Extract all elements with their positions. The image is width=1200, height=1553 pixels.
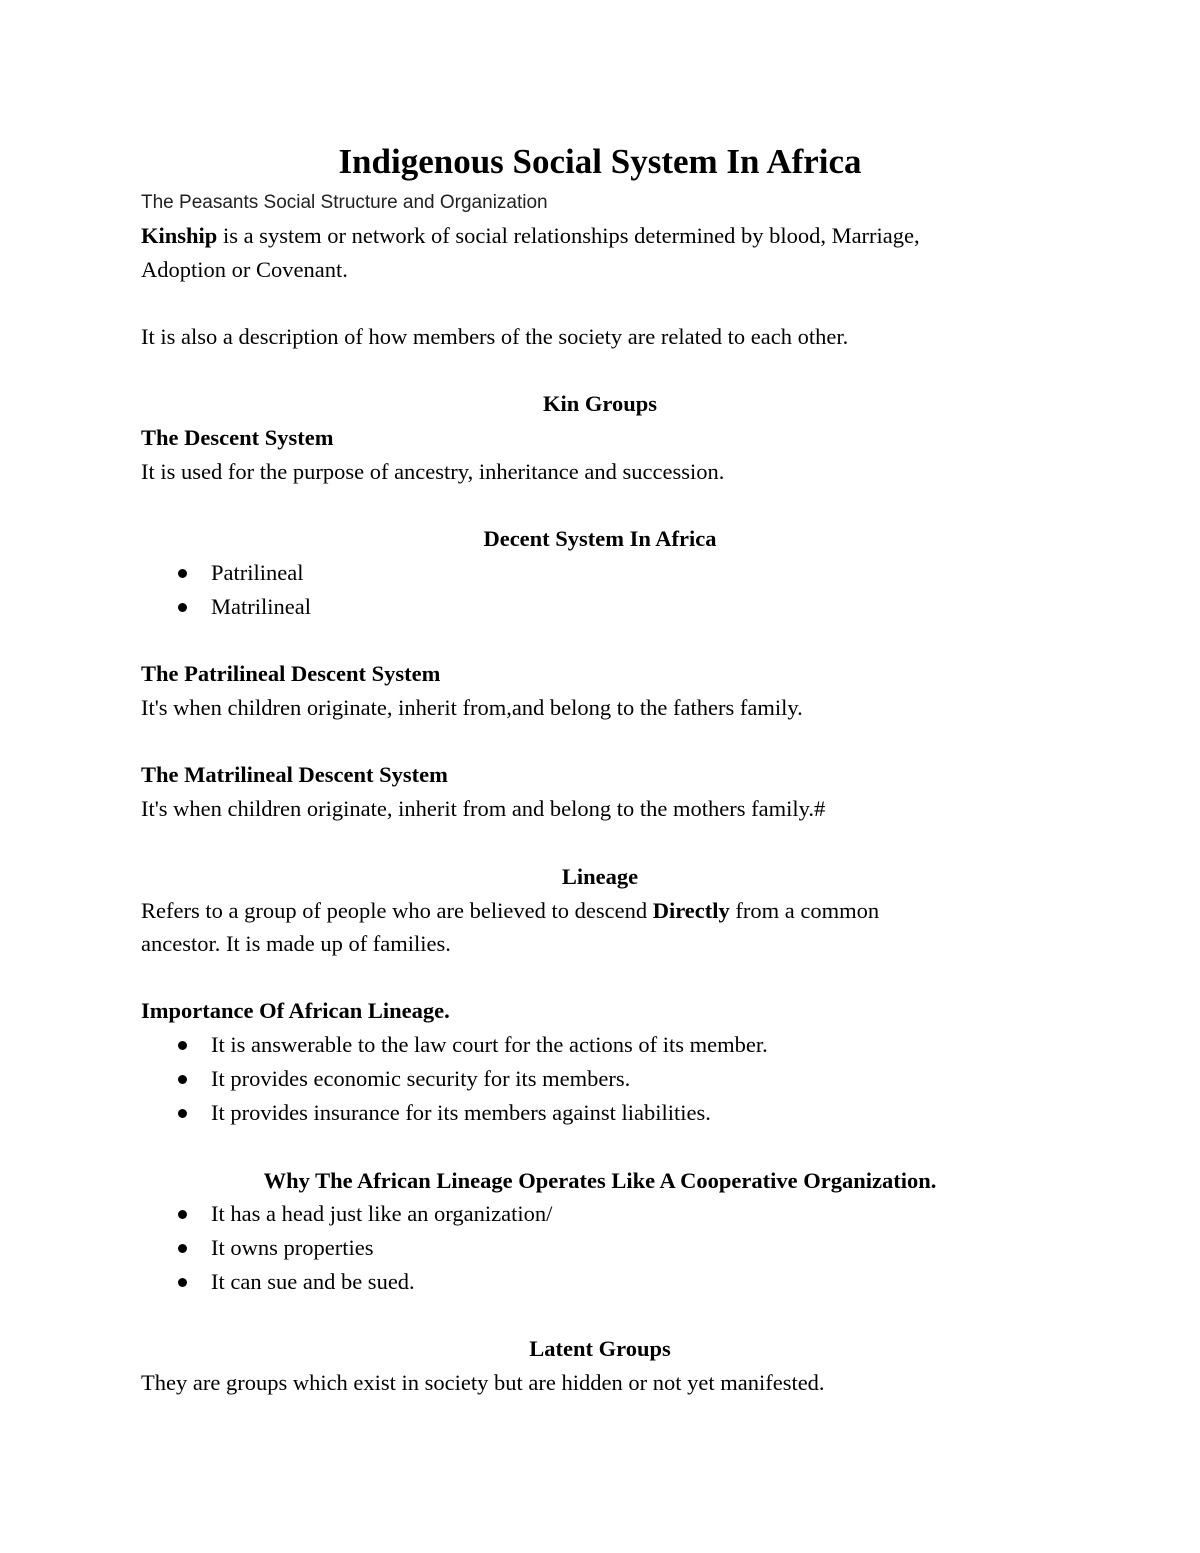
list-item: It is answerable to the law court for the actions of its member. <box>211 1032 768 1057</box>
bullet-icon <box>178 1244 187 1253</box>
kinship-description: It is also a description of how members of the society are related to each other. <box>141 324 849 349</box>
latent-groups-heading: Latent Groups <box>529 1336 671 1361</box>
bullet-icon <box>178 1210 187 1219</box>
lineage-text-line1 <box>141 896 879 926</box>
bullet-icon <box>178 603 187 612</box>
patrilineal-heading: The Patrilineal Descent System <box>141 661 441 686</box>
kinship-definition-text: is a system or network of social relationships determined by blood, Marriage, <box>217 223 920 248</box>
list-item: Patrilineal <box>211 560 304 585</box>
lineage-heading: Lineage <box>561 864 639 889</box>
bullet-icon <box>178 1278 187 1287</box>
bullet-icon <box>178 1041 187 1050</box>
cooperative-heading: Why The African Lineage Operates Like A Cooperative Organization. <box>263 1168 937 1193</box>
matrilineal-heading: The Matrilineal Descent System <box>141 762 448 787</box>
patrilineal-text: It's when children originate, inherit from,and belong to the fathers family. <box>141 695 803 720</box>
kinship-definition-line2: Adoption or Covenant. <box>141 257 348 282</box>
lineage-text-line2: ancestor. It is made up of families. <box>141 931 451 956</box>
kin-groups-heading: Kin Groups <box>542 391 657 416</box>
list-item: It owns properties <box>211 1235 374 1260</box>
bullet-icon <box>178 569 187 578</box>
kinship-term: Kinship <box>141 223 218 248</box>
document-title: Indigenous Social System In Africa <box>338 142 862 181</box>
decent-system-heading: Decent System In Africa <box>483 526 717 551</box>
list-item: It has a head just like an organization/ <box>211 1201 553 1226</box>
list-item: It can sue and be sued. <box>211 1269 415 1294</box>
descent-system-heading: The Descent System <box>141 425 334 450</box>
lineage-text-bold: Directly <box>652 898 730 923</box>
list-item: Matrilineal <box>211 594 311 619</box>
latent-groups-text: They are groups which exist in society but are hidden or not yet manifested. <box>141 1370 825 1395</box>
list-item: It provides economic security for its members. <box>211 1066 631 1091</box>
bullet-icon <box>178 1109 187 1118</box>
importance-heading: Importance Of African Lineage. <box>141 998 450 1023</box>
kinship-definition-line1 <box>141 221 920 251</box>
descent-system-text: It is used for the purpose of ancestry, inheritance and succession. <box>141 459 725 484</box>
document-subtitle: The Peasants Social Structure and Organization <box>141 192 548 213</box>
matrilineal-text: It's when children originate, inherit from and belong to the mothers family.# <box>141 796 826 821</box>
lineage-text-after: from a common <box>729 898 880 923</box>
lineage-text-before: Refers to a group of people who are believed to descend <box>141 898 653 923</box>
bullet-icon <box>178 1075 187 1084</box>
list-item: It provides insurance for its members against liabilities. <box>211 1100 711 1125</box>
